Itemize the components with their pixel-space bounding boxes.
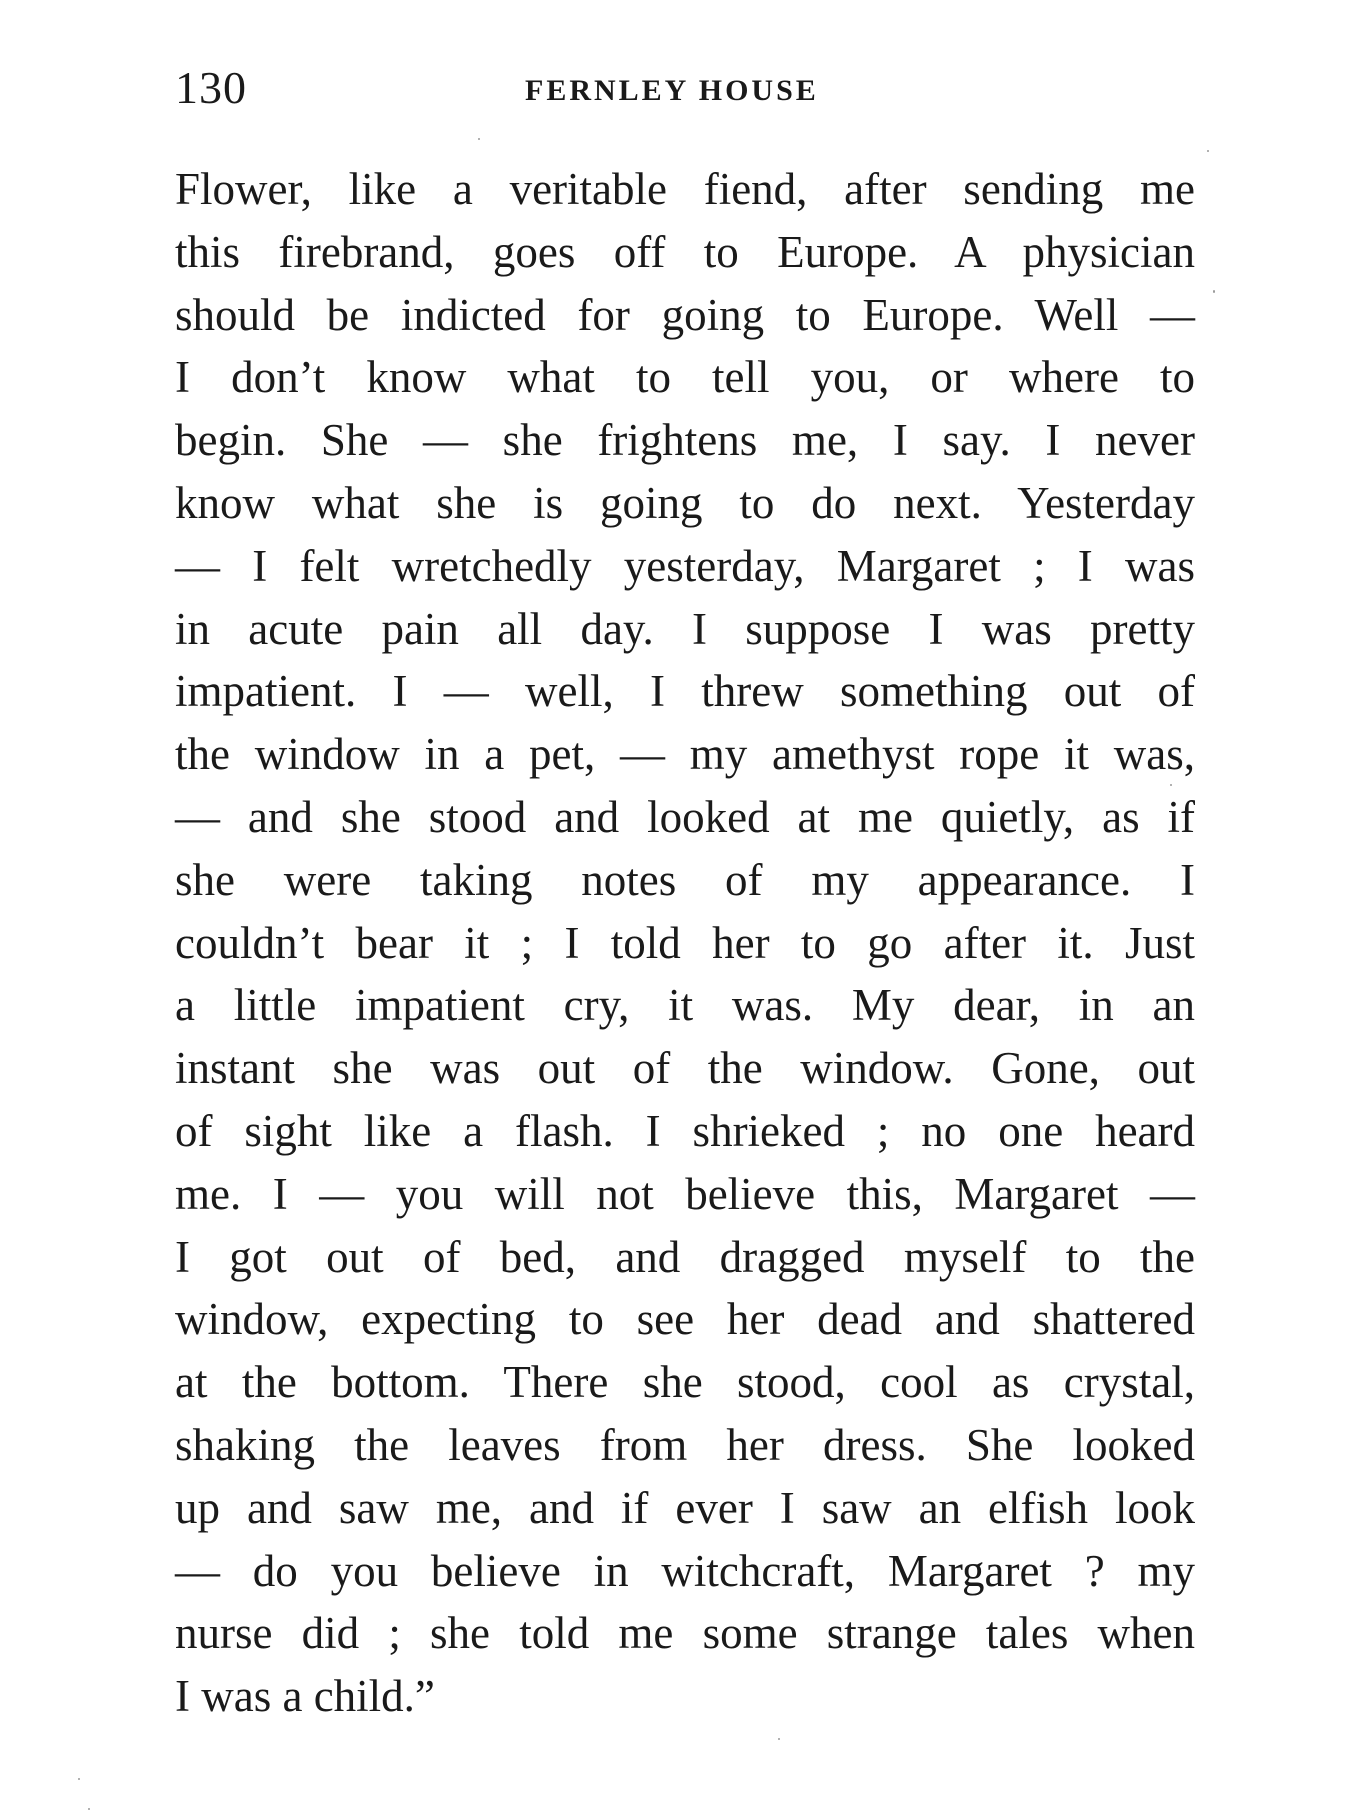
scan-speck bbox=[1213, 290, 1215, 293]
scan-speck bbox=[1207, 150, 1209, 152]
text-line: she were taking notes of my appearance. I bbox=[175, 854, 1195, 905]
running-head: FERNLEY HOUSE bbox=[525, 74, 819, 107]
text-line: — do you believe in witchcraft, Margaret ? my bbox=[175, 1545, 1195, 1596]
text-line: shaking the leaves from her dress. She looked bbox=[175, 1419, 1195, 1470]
text-line: Flower, like a veritable fiend, after sending me bbox=[175, 164, 1195, 214]
text-line: I was a child.” bbox=[175, 1671, 435, 1722]
text-line: instant she was out of the window. Gone, out bbox=[175, 1043, 1195, 1094]
page-number: 130 bbox=[175, 62, 247, 113]
text-line: impatient. I — well, I threw something out of bbox=[175, 666, 1195, 717]
scan-speck bbox=[1170, 784, 1172, 786]
text-line: the window in a pet, — my amethyst rope it was, bbox=[175, 729, 1195, 780]
text-line: a little impatient cry, it was. My dear, in an bbox=[175, 980, 1195, 1031]
text-line: at the bottom. There she stood, cool as crystal, bbox=[175, 1357, 1195, 1408]
text-line: should be indicted for going to Europe. Well — bbox=[175, 289, 1195, 340]
text-line: I don’t know what to tell you, or where to bbox=[175, 352, 1195, 403]
text-line: in acute pain all day. I suppose I was pretty bbox=[175, 603, 1195, 654]
text-line: up and saw me, and if ever I saw an elfish look bbox=[175, 1482, 1195, 1533]
scan-speck bbox=[478, 138, 480, 140]
text-line: — I felt wretchedly yesterday, Margaret ; I was bbox=[175, 540, 1195, 591]
text-line: nurse did ; she told me some strange tales when bbox=[175, 1608, 1195, 1659]
text-line: of sight like a flash. I shrieked ; no one heard bbox=[175, 1105, 1195, 1156]
scan-speck bbox=[88, 1808, 90, 1810]
text-line: — and she stood and looked at me quietly, as if bbox=[175, 791, 1195, 842]
text-line: begin. She — she frightens me, I say. I never bbox=[175, 415, 1195, 466]
scan-speck bbox=[778, 1738, 780, 1740]
text-line: know what she is going to do next. Yesterday bbox=[175, 477, 1195, 528]
scan-speck bbox=[78, 1778, 80, 1780]
body-text bbox=[175, 158, 1195, 1728]
page-header bbox=[175, 58, 1195, 118]
text-line: me. I — you will not believe this, Margaret — bbox=[175, 1168, 1195, 1219]
text-line: couldn’t bear it ; I told her to go after it. Just bbox=[175, 917, 1195, 968]
text-line: this firebrand, goes off to Europe. A physician bbox=[175, 226, 1195, 277]
text-line: I got out of bed, and dragged myself to the bbox=[175, 1231, 1195, 1282]
text-line: window, expecting to see her dead and shattered bbox=[175, 1294, 1195, 1345]
